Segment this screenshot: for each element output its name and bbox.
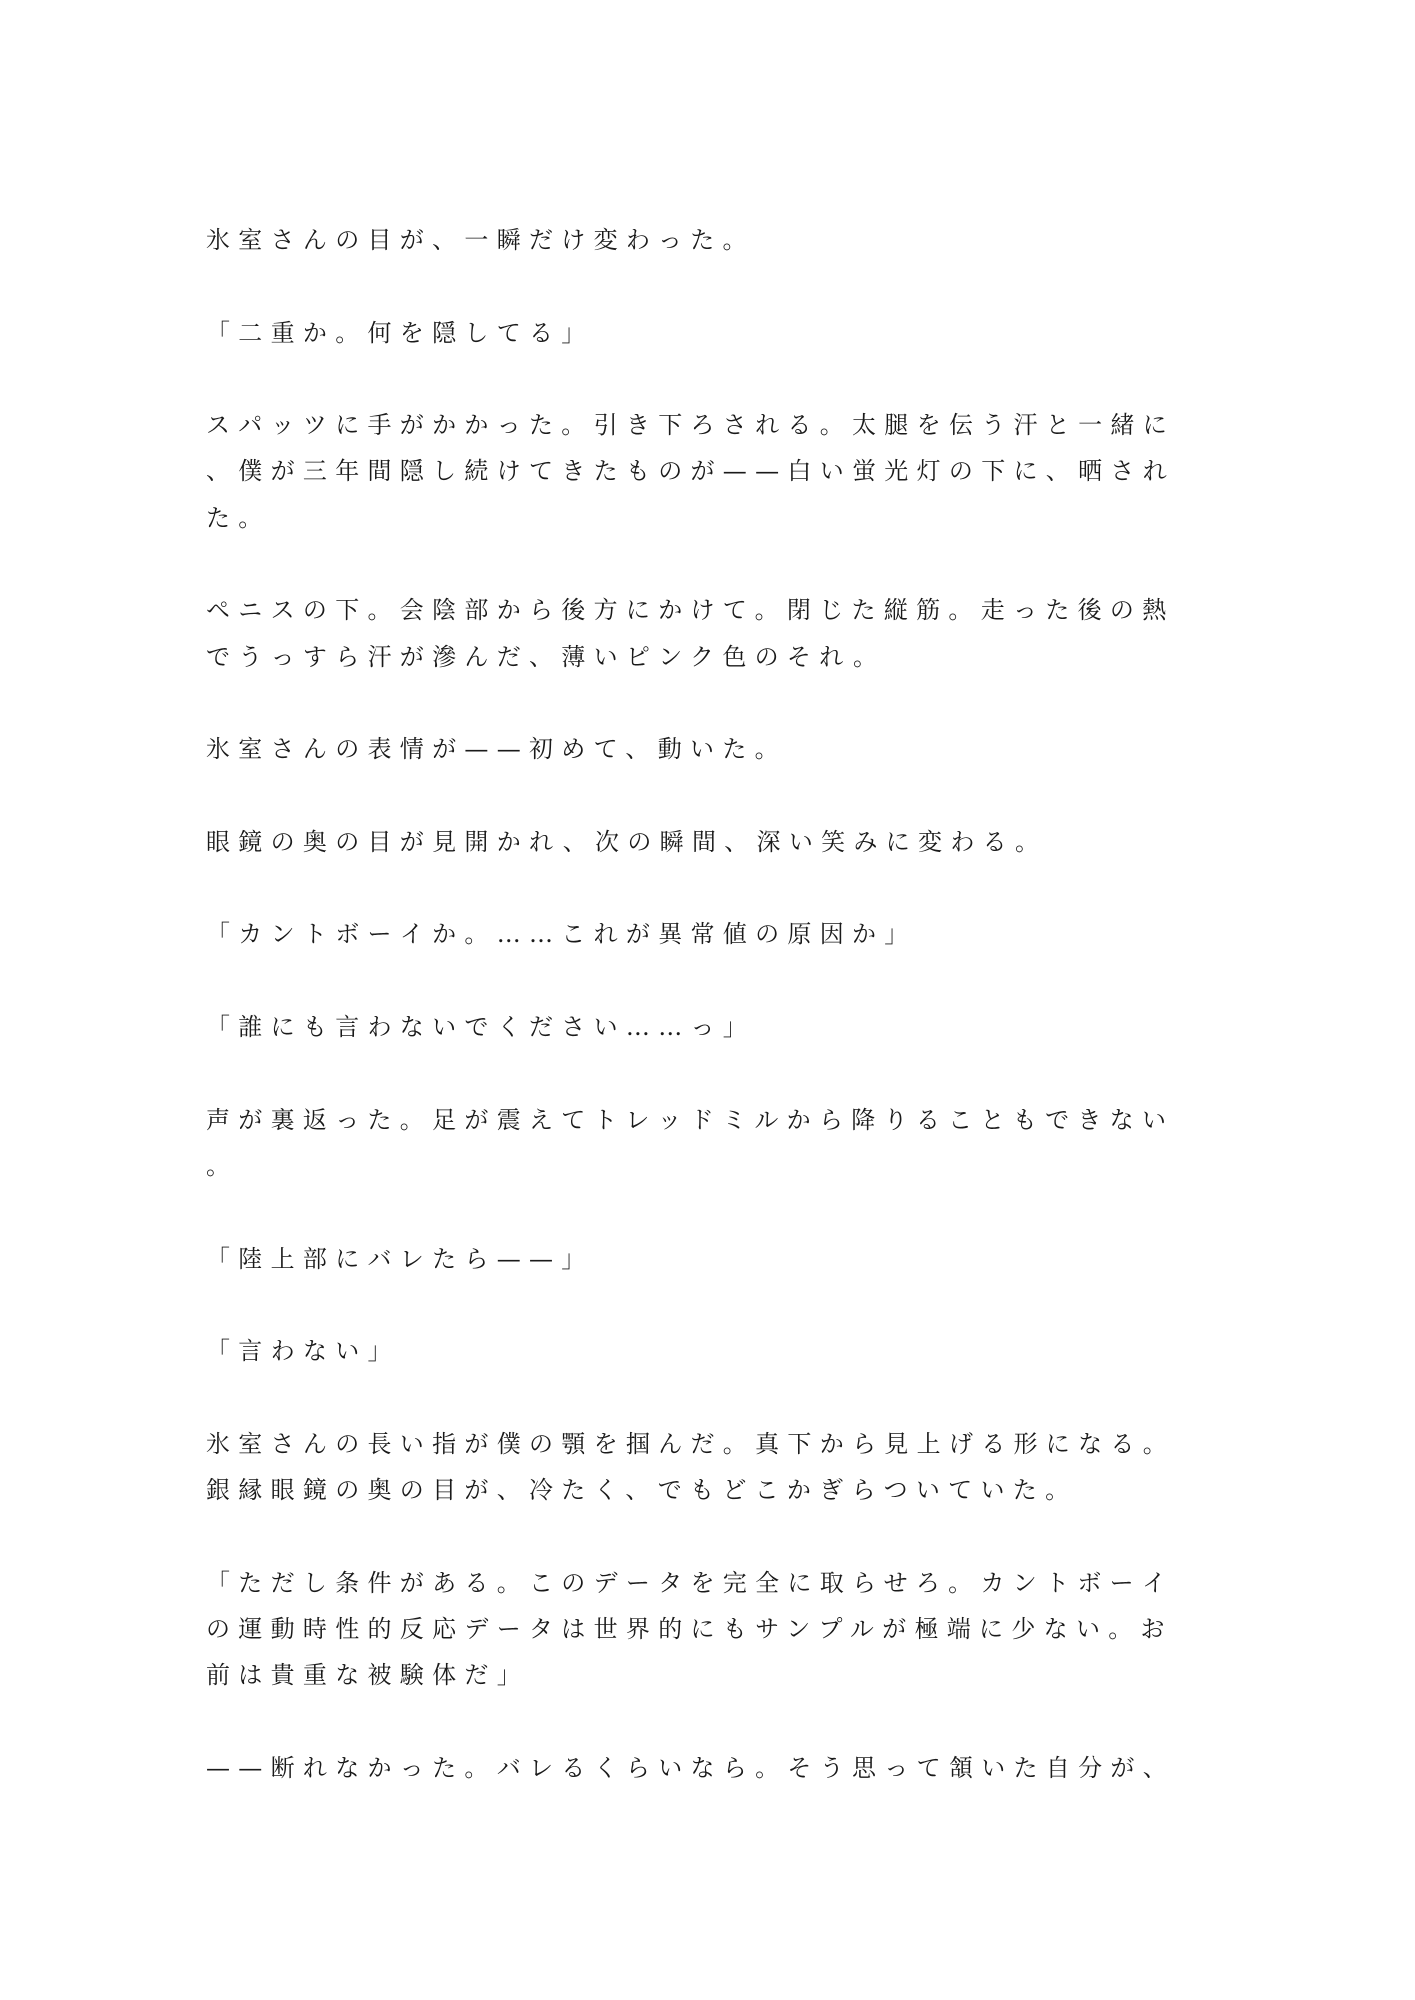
- paragraph: [206, 1560, 1206, 1699]
- document-page: [206, 217, 1206, 1837]
- paragraph: [206, 819, 1206, 865]
- text-line: 声が裏返った。足が震えてトレッドミルから降りることもできない: [206, 1105, 1175, 1134]
- text-line: スパッツに手がかかった。引き下ろされる。太腿を伝う汗と一緒に: [206, 411, 1175, 440]
- text-line: でうっすら汗が滲んだ、薄いピンク色のそれ。: [206, 642, 886, 671]
- text-line: 「言わない」: [206, 1337, 400, 1366]
- paragraph: [206, 587, 1206, 680]
- paragraph: [206, 402, 1206, 541]
- paragraph: [206, 1004, 1206, 1050]
- text-line: 氷室さんの目が、一瞬だけ変わった。: [206, 226, 755, 254]
- text-line: 氷室さんの表情が——初めて、動いた。: [206, 735, 787, 764]
- paragraph: [206, 1097, 1206, 1190]
- text-line: 「二重か。何を隠してる」: [206, 318, 594, 347]
- text-line: ——断れなかった。バレるくらいなら。そう思って頷いた自分が、: [206, 1753, 1175, 1782]
- text-line: 「カントボーイか。……これが異常値の原因か」: [206, 920, 917, 949]
- paragraph: [206, 1328, 1206, 1374]
- text-line: 「陸上部にバレたら——」: [206, 1244, 594, 1273]
- text-line: ペニスの下。会陰部から後方にかけて。閉じた縦筋。走った後の熱: [206, 596, 1175, 625]
- paragraph: [206, 1236, 1206, 1282]
- paragraph: [206, 1421, 1206, 1514]
- paragraph: [206, 310, 1206, 356]
- text-line: 。: [206, 1151, 239, 1180]
- text-line: 銀縁眼鏡の奥の目が、冷たく、でもどこかぎらついていた。: [206, 1476, 1078, 1505]
- text-line: た。: [206, 503, 271, 532]
- text-line: 「誰にも言わないでください……っ」: [206, 1013, 756, 1042]
- text-line: 「ただし条件がある。このデータを完全に取らせろ。カントボーイ: [206, 1568, 1175, 1597]
- text-line: の運動時性的反応データは世界的にもサンプルが極端に少ない。お: [206, 1614, 1173, 1643]
- paragraph: [206, 726, 1206, 772]
- text-line: 、僕が三年間隠し続けてきたものが——白い蛍光灯の下に、晒され: [206, 457, 1175, 486]
- text-line: 前は貴重な被験体だ」: [206, 1661, 529, 1690]
- paragraph: [206, 911, 1206, 957]
- text-line: 眼鏡の奥の目が見開かれ、次の瞬間、深い笑みに変わる。: [206, 827, 1048, 856]
- paragraph: [206, 1745, 1206, 1791]
- text-line: 氷室さんの長い指が僕の顎を掴んだ。真下から見上げる形になる。: [206, 1429, 1175, 1458]
- paragraph: [206, 217, 1206, 263]
